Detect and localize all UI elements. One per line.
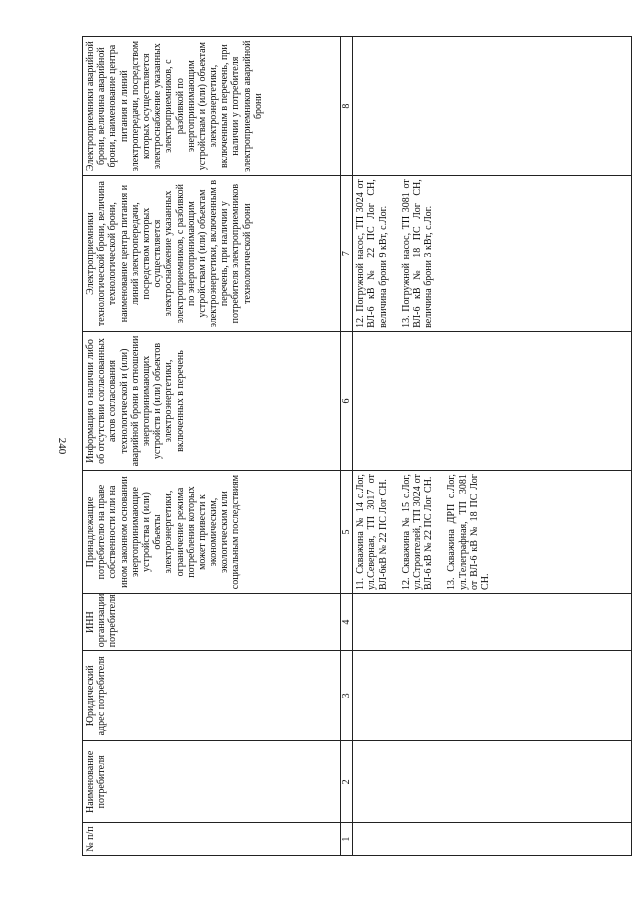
list-item: 11. Скважина № 14 с.Лог, ул.Северная, ТП 3017 от ВЛ-6кВ № 22 ПС Лог СН.	[355, 474, 389, 590]
list-item: 12. Скважина № 15 с.Лог, ул.Строителей, ТП 3024 от ВЛ-6 кВ № 22 ПС Лог СН.	[400, 474, 435, 590]
cell-inn	[353, 593, 632, 650]
col-number-7: 7	[341, 176, 353, 332]
cell-emergency-reserve	[353, 37, 632, 176]
col-number-2: 2	[341, 741, 353, 823]
col-number-3: 3	[341, 651, 353, 741]
cell-technological-reserve	[353, 176, 632, 332]
page-number: 240	[56, 437, 68, 455]
col-header-3: Юридический адрес потребителя	[83, 651, 341, 741]
cell-acts-info	[353, 331, 632, 470]
header-row	[83, 37, 341, 856]
column-number-row	[341, 37, 353, 856]
cell-consumer-name	[353, 741, 632, 823]
col-header-1: № п/п	[83, 823, 341, 856]
col-number-4: 4	[341, 593, 353, 650]
col-header-7: Электроприемники технологической брони, величина технологической брони, наименование центра питания и линий электропередачи, посредством которых осуществляется электроснабжение указанных электроприемников, с разбивкой по энергопринимающим устройствам и (или) объектам электроэнергетики, включенным в перечень, при наличии у потребителя электроприемников технологической брони	[83, 176, 341, 332]
col-number-6: 6	[341, 331, 353, 470]
col-number-5: 5	[341, 471, 353, 594]
table-row	[353, 37, 632, 856]
list-item: 13. Скважина ДРП с.Лог, ул.Телеграфная, ТП 3081 от ВЛ-6 кВ № 18 ПС Лог СН.	[446, 474, 491, 590]
cell-devices	[353, 471, 632, 594]
cell-index	[353, 823, 632, 856]
col-number-1: 1	[341, 823, 353, 856]
list-item: 13. Погружной насос, ТП 3081 от ВЛ-6 кВ № 18 ПС Лог СН, величина брони 3 кВт, с.Лог.	[400, 179, 435, 328]
col-header-4: ИНН организации потребителя	[83, 593, 341, 650]
col-header-8: Электроприемники аварийной брони, величина аварийной брони, наименование центра питания и линий электропередачи, посредством которых осуществляется электроснабжение указанных электроприемников, с разбивкой по энергопринимающим устройствам и (или) объектам электроэнергетики, включенным в перечень, при наличии у потребителя электроприемников аварийной брони	[83, 37, 341, 176]
rotated-table-container	[82, 36, 632, 856]
consumer-table	[82, 36, 632, 856]
col-header-2: Наименование потребителя	[83, 741, 341, 823]
col-header-5: Принадлежащие потребителю на праве собственности или на ином законном основании энергопринимающие устройства и (или) объекты электроэнергетики, ограничение режима потребления которых может привести к экономическим, экологическим или социальным последствиям	[83, 471, 341, 594]
col-header-6: Информация о наличии либо об отсутствии согласованных актов согласования технологической и (или) аварийной брони в отношении энергопринимающих устройств и (или) объектов электроэнергетики, включенных в перечень	[83, 331, 341, 470]
cell-legal-address	[353, 651, 632, 741]
col-number-8: 8	[341, 37, 353, 176]
list-item: 12. Погружной насос, ТП 3024 от ВЛ-6 кВ № 22 ПС Лог СН, величина брони 9 кВт, с.Лог.	[355, 179, 389, 328]
